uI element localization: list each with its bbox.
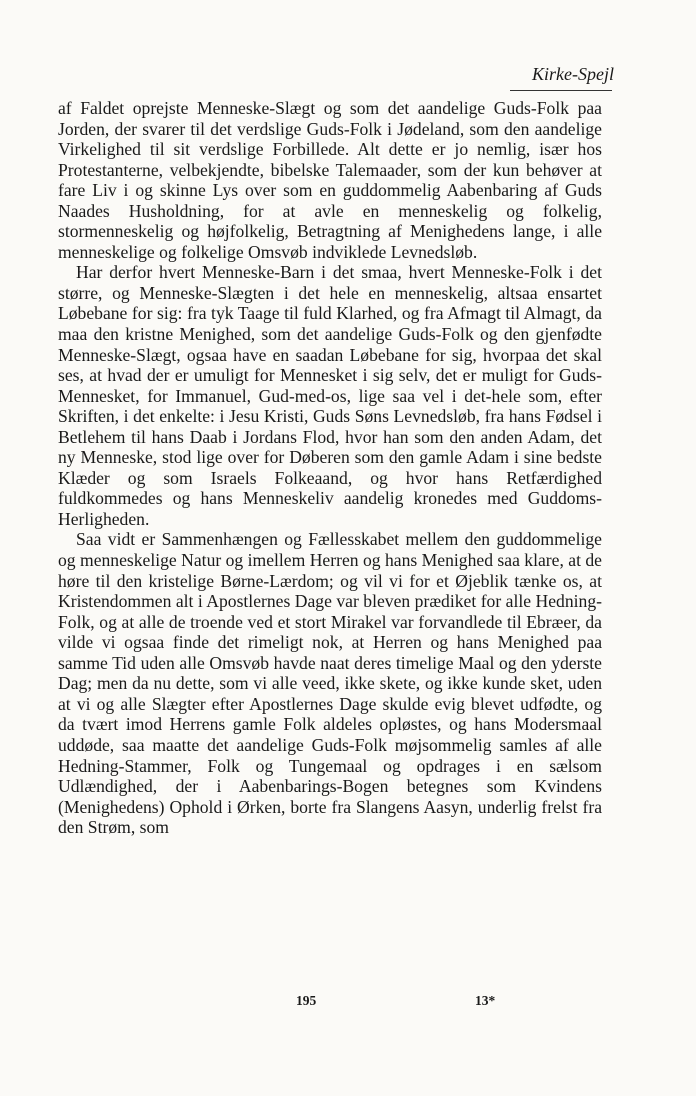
paragraph-2: Har derfor hvert Menneske-Barn i det smaa, hvert Menneske-Folk i det større, og Menneske-Slægten i det hele en menneskelig, altsaa ensartet Løbebane for sig: fra tyk Taage til fuld Klarhed, og fra Afmagt til Almagt, da maa den kristne Menighed, som det aandelige Guds-Folk og den gjenfødte Menneske-Slægt, ogsaa have en saadan Løbebane for sig, hvorpaa det skal ses, at hvad der er umuligt for Mennesket i sig selv, det er muligt for Guds-Mennesket, for Immanuel, Gud-med-os, lige saa vel i det-hele som, efter Skriften, i det enkelte: i Jesu Kristi, Guds Søns Levnedsløb, fra hans Fødsel i Betlehem til hans Daab i Jordans Flod, hvor han som den anden Adam, det ny Menneske, stod lige over for Døberen som den gamle Adam i sine bedste Klæder og som Israels Folkeaand, og hvor hans Retfærdighed fuldkommedes og hans Menneskeliv aandelig kronedes med Guddoms-Herligheden. (58, 262, 602, 529)
header-rule (510, 90, 612, 91)
page-footer (0, 993, 696, 1013)
paragraph-1: af Faldet oprejste Menneske-Slægt og som det aandelige Guds-Folk paa Jorden, der svarer til det verdslige Guds-Folk i Jødeland, som den aandelige Virkelighed til sit verdslige Forbillede. Alt dette er jo nemlig, især hos Protestanterne, velbekjendte, bibelske Talemaader, som der kun behøver at fare Liv i og skinne Lys over som en guddommelig Aabenbaring af Guds Naades Husholdning, for at avle en menneskelig og folkelig, stormenneskelig og højfolkelig, Betragtning af Menighedens lange, i alle menneskelige og folkelige Omsvøb indviklede Levnedsløb. (58, 98, 602, 262)
page-number: 195 (296, 993, 317, 1008)
running-header: Kirke-Spejl (532, 64, 614, 84)
body-text (58, 98, 602, 838)
signature-mark: 13* (475, 993, 496, 1008)
paragraph-3: Saa vidt er Sammenhængen og Fællesskabet mellem den guddommelige og menneskelige Natur og imellem Herren og hans Menighed saa klare, at de høre til den kristelige Børne-Lærdom; og vil vi for et Øjeblik tænke os, at Kristendommen alt i Apostlernes Dage var bleven prædiket for alle Hedning-Folk, og at alle de troende ved et stort Mirakel var forvandlede til Ebræer, da vilde vi ogsaa finde det rimeligt nok, at Herren og hans Menighed paa samme Tid uden alle Omsvøb havde naat deres timelige Maal og den yderste Dag; men da nu dette, som vi alle veed, ikke skete, og ikke kunde sket, uden at vi og alle Slægter efter Apostlernes Dage skulde evig blevet udfødte, og da tvært imod Herrens gamle Folk aldeles opløstes, og hans Modersmaal uddøde, saa maatte det aandelige Guds-Folk møjsommelig samles af alle Hedning-Stammer, Folk og Tungemaal og opdrages i en sælsom Udlændighed, der i Aabenbarings-Bogen betegnes som Kvindens (Menighedens) Ophold i Ørken, borte fra Slangens Aasyn, underlig frelst fra den Strøm, som (58, 529, 602, 838)
